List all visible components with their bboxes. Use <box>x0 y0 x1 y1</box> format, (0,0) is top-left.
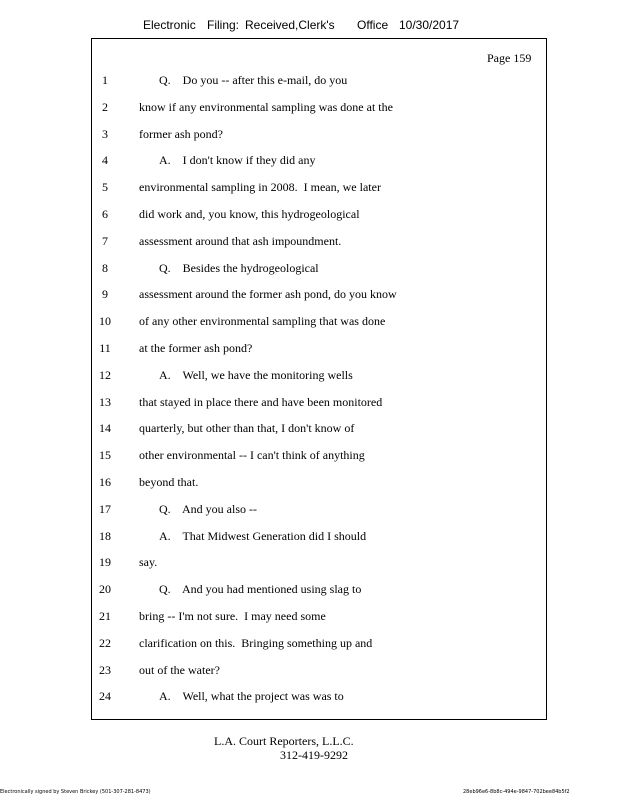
transcript-line <box>0 448 618 468</box>
line-number: 3 <box>102 126 108 141</box>
transcript-line <box>0 127 618 147</box>
line-number: 8 <box>102 260 108 275</box>
transcript-line <box>0 287 618 307</box>
line-number: 10 <box>99 314 111 329</box>
transcript-line <box>0 502 618 522</box>
header-date: 10/30/2017 <box>399 18 460 32</box>
transcript-line <box>0 153 618 173</box>
line-text: know if any environmental sampling was done at the <box>139 99 393 114</box>
line-number: 13 <box>99 394 111 409</box>
line-number: 22 <box>99 635 111 650</box>
transcript-line <box>0 475 618 495</box>
line-number: 14 <box>99 421 111 436</box>
transcript-line <box>0 689 618 709</box>
transcript-line <box>0 314 618 334</box>
line-number: 6 <box>102 207 108 221</box>
line-text: environmental sampling in 2008. I mean, we later <box>139 180 381 195</box>
line-text: A. I don't know if they did any <box>159 153 316 168</box>
transcript-line <box>0 180 618 200</box>
line-number: 15 <box>99 448 111 463</box>
line-text: out of the water? <box>139 662 220 677</box>
line-text: clarification on this. Bringing something up and <box>139 635 373 650</box>
line-text: at the former ash pond? <box>139 341 253 355</box>
header-office: Office <box>357 18 389 32</box>
line-text: assessment around the former ash pond, do you know <box>139 287 397 302</box>
header-received: Received,Clerk's <box>245 18 335 32</box>
line-number: 11 <box>99 341 111 355</box>
signature-text: Electronically signed by Steven Brickey (501-307-281-8473) <box>0 789 151 795</box>
line-text: quarterly, but other than that, I don't know of <box>139 421 355 436</box>
header-electronic: Electronic <box>143 18 196 32</box>
line-number: 19 <box>99 555 111 570</box>
line-text: of any other environmental sampling that was done <box>139 314 386 329</box>
line-number: 5 <box>102 180 108 195</box>
header-filing: Filing: <box>207 18 240 32</box>
line-text: Q. And you also -- <box>159 501 257 516</box>
line-number: 1 <box>102 73 108 87</box>
line-number: 24 <box>99 689 111 704</box>
line-number: 21 <box>99 609 111 623</box>
line-number: 18 <box>99 528 111 543</box>
line-number: 23 <box>99 662 111 677</box>
line-text: Q. Besides the hydrogeological <box>159 260 319 275</box>
page-number: Page 159 <box>487 51 532 65</box>
line-text: A. Well, we have the monitoring wells <box>159 367 353 382</box>
transcript-line <box>0 368 618 388</box>
transcript-line <box>0 421 618 441</box>
transcript-line <box>0 582 618 602</box>
line-text: beyond that. <box>139 475 199 489</box>
line-text: Q. And you had mentioned using slag to <box>159 582 362 597</box>
transcript-line <box>0 609 618 629</box>
transcript-line <box>0 395 618 415</box>
transcript-line <box>0 261 618 281</box>
line-text: did work and, you know, this hydrogeological <box>139 207 360 221</box>
reporter-phone: 312-419-9292 <box>280 748 348 762</box>
transcript-line <box>0 636 618 656</box>
line-number: 7 <box>102 233 108 248</box>
line-text: former ash pond? <box>139 126 223 141</box>
transcript-line <box>0 663 618 683</box>
line-number: 2 <box>102 99 108 114</box>
transcript-line <box>0 234 618 254</box>
line-number: 20 <box>99 582 111 597</box>
reporter-name: L.A. Court Reporters, L.L.C. <box>214 734 354 748</box>
transcript-line <box>0 207 618 227</box>
line-text: assessment around that ash impoundment. <box>139 233 342 248</box>
transcript-line <box>0 100 618 120</box>
line-number: 4 <box>102 153 108 168</box>
line-text: bring -- I'm not sure. I may need some <box>139 609 326 623</box>
line-text: A. Well, what the project was was to <box>159 689 344 704</box>
line-text: other environmental -- I can't think of anything <box>139 448 365 463</box>
transcript-line <box>0 555 618 575</box>
document-hash: 28eb96e6-8b8c-494e-9847-702bee84b5f2 <box>463 789 570 795</box>
line-number: 12 <box>99 367 111 382</box>
transcript-line <box>0 73 618 93</box>
transcript-line <box>0 341 618 361</box>
line-number: 9 <box>102 287 108 302</box>
transcript-line <box>0 529 618 549</box>
line-number: 17 <box>99 501 111 516</box>
line-text: A. That Midwest Generation did I should <box>159 528 367 543</box>
line-text: that stayed in place there and have been monitored <box>139 394 383 409</box>
line-number: 16 <box>99 475 111 489</box>
line-text: say. <box>139 555 158 570</box>
line-text: Q. Do you -- after this e-mail, do you <box>159 73 348 87</box>
